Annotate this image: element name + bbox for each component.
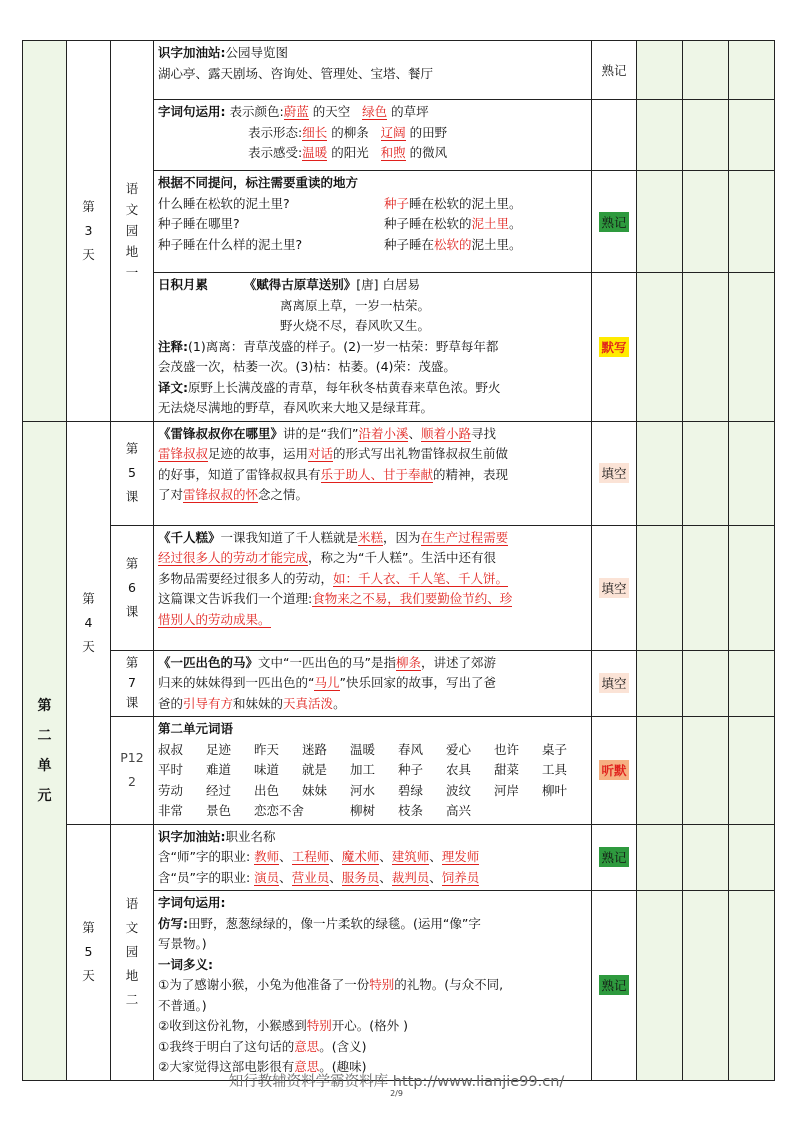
lesson5-summary: 《雷锋叔叔你在哪里》讲的是“我们”沿着小溪、顺着小路寻找 雷锋叔叔足迹的故事，运用对话的形式写出礼物雷锋叔叔生前做 的好事，知道了雷锋叔叔具有乐于助人、甘于奉献的精神，表现 了对雷锋叔叔的怀念之情。 — [154, 421, 592, 525]
action-cell — [592, 717, 637, 825]
action-tag: 填空 — [599, 673, 628, 693]
check-cell[interactable] — [637, 100, 683, 171]
action-cell — [592, 273, 637, 422]
check-cell[interactable] — [683, 273, 729, 422]
unit2-vocabulary: 第二单元词语 叔叔 足迹 昨天 迷路 温暖 春风 爱心 也许 桌子 平时 难道 味道 就是 加工 种子 农具 甜菜 工具 劳动 经过 出色 妹妹 河水 碧绿 波纹 河岸 柳叶 非常 景色 恋恋不舍 柳树 枝条 高兴 — [154, 717, 592, 825]
page-number: 2/9 — [390, 1089, 403, 1098]
action-tag: 默写 — [599, 337, 628, 357]
lesson-label-p122: P12 2 — [111, 717, 154, 825]
day-label-3: 第 3 天 — [67, 41, 111, 422]
vocab-row: 劳动 经过 出色 妹妹 河水 碧绿 波纹 河岸 柳叶 — [158, 782, 568, 798]
check-cell[interactable] — [637, 717, 683, 825]
vocab-row: 叔叔 足迹 昨天 迷路 温暖 春风 爱心 也许 桌子 — [158, 741, 568, 757]
day-label-5: 第 5 天 — [67, 824, 111, 1080]
check-cell[interactable] — [683, 421, 729, 525]
check-cell[interactable] — [729, 273, 775, 422]
action-cell — [592, 824, 637, 891]
check-cell[interactable] — [729, 41, 775, 100]
unit-cell-blank — [23, 41, 67, 422]
check-cell[interactable] — [683, 891, 729, 1081]
action-cell — [592, 525, 637, 650]
action-tag: 熟记 — [599, 847, 628, 867]
daily-accumulation: 日积月累 《赋得古原草送别》[唐] 白居易 离离原上草，一岁一枯荣。 野火烧不尽，春风吹又生。 注释:(1)离离：青草茂盛的样子。(2)一岁一枯荣：野草每年都 会茂盛一次，枯萎一次。(3)枯：枯萎。(4)荣：茂盛。 译文:原野上长满茂盛的青草，每年秋冬枯黄春来草色浓。野火 无法烧尽满地的野草，春风吹来大地又是绿茸茸。 — [154, 273, 592, 422]
check-cell[interactable] — [683, 41, 729, 100]
check-cell[interactable] — [637, 891, 683, 1081]
stress-reading: 根据不同提问，标注需要重读的地方 什么睡在松软的泥土里? 种子睡在松软的泥土里。 种子睡在哪里? 种子睡在松软的泥土里。 种子睡在什么样的泥土里? 种子睡在松软的泥土里。 — [154, 171, 592, 273]
lesson-label-garden1: 语 文 园 地 一 — [111, 41, 154, 422]
check-cell[interactable] — [637, 421, 683, 525]
action-tag: 填空 — [599, 463, 628, 483]
vocab-row: 非常 景色 恋恋不舍 柳树 枝条 高兴 — [158, 803, 472, 818]
check-cell[interactable] — [729, 171, 775, 273]
action-cell — [592, 650, 637, 717]
check-cell[interactable] — [729, 891, 775, 1081]
check-cell[interactable] — [683, 525, 729, 650]
check-cell[interactable] — [729, 824, 775, 891]
action-cell — [592, 421, 637, 525]
lesson6-summary: 《千人糕》一课我知道了千人糕就是米糕，因为在生产过程需要 经过很多人的劳动才能完成，称之为“千人糕”。生活中还有很 多物品需要经过很多人的劳动，如：千人衣、千人笔、千人饼。 这篇课文告诉我们一个道理:食物来之不易，我们要勤俭节约、珍 惜别人的劳动成果。 — [154, 525, 592, 650]
action-cell — [592, 100, 637, 171]
action-tag: 填空 — [599, 578, 628, 598]
action-tag: 熟记 — [601, 63, 627, 78]
check-cell[interactable] — [683, 650, 729, 717]
lesson7-summary: 《一匹出色的马》文中“一匹出色的马”是指柳条，讲述了郊游 归来的妹妹得到一匹出色的“马儿”快乐回家的故事，写出了爸 爸的引导有方和妹妹的天真活泼。 — [154, 650, 592, 717]
action-cell — [592, 891, 637, 1081]
action-tag: 熟记 — [599, 212, 628, 232]
unit-label-2: 第 二 单 元 — [23, 421, 67, 1080]
action-tag: 熟记 — [599, 975, 628, 995]
study-plan-table — [22, 40, 775, 1081]
check-cell[interactable] — [637, 650, 683, 717]
action-tag: 听默 — [599, 760, 628, 780]
lesson-label-garden2: 语 文 园 地 二 — [111, 824, 154, 1080]
lesson-label-5: 第 5 课 — [111, 421, 154, 525]
check-cell[interactable] — [637, 824, 683, 891]
check-cell[interactable] — [637, 41, 683, 100]
check-cell[interactable] — [729, 717, 775, 825]
footer-watermark: 知行教辅资料学霸资料库 http://www.lianjie99.cn/ — [228, 1074, 565, 1090]
check-cell[interactable] — [637, 525, 683, 650]
check-cell[interactable] — [729, 421, 775, 525]
check-cell[interactable] — [729, 525, 775, 650]
action-cell — [592, 41, 637, 100]
check-cell[interactable] — [683, 824, 729, 891]
check-cell[interactable] — [637, 171, 683, 273]
check-cell[interactable] — [683, 100, 729, 171]
check-cell[interactable] — [683, 717, 729, 825]
literacy-station-1: 识字加油站:公园导览图 湖心亭、露天剧场、咨询处、管理处、宝塔、餐厅 — [154, 41, 592, 100]
vocab-row: 平时 难道 味道 就是 加工 种子 农具 甜菜 工具 — [158, 762, 568, 777]
day-label-4: 第 4 天 — [67, 421, 111, 824]
check-cell[interactable] — [729, 100, 775, 171]
lesson-label-7: 第 7 课 — [111, 650, 154, 717]
check-cell[interactable] — [729, 650, 775, 717]
word-usage-1: 字词句运用: 表示颜色:蔚蓝 的天空 绿色 的草坪 表示形态:细长 的柳条 辽阔 的田野 表示感受:温暖 的阳光 和煦 的微风 — [154, 100, 592, 171]
check-cell[interactable] — [683, 171, 729, 273]
lesson-label-6: 第 6 课 — [111, 525, 154, 650]
word-usage-2: 字词句运用: 仿写:田野，葱葱绿绿的，像一片柔软的绿毯。(运用“像”字 写景物。) 一词多义: ①为了感谢小猴，小兔为他准备了一份特别的礼物。(与众不同, 不普通。) ②收到这份礼物，小猴感到特别开心。(格外 ) ①我终于明白了这句话的意思。(含义) ②大家觉得这部电影很有意思。(趣味) — [154, 891, 592, 1081]
action-cell — [592, 171, 637, 273]
check-cell[interactable] — [637, 273, 683, 422]
literacy-station-2: 识字加油站:职业名称 含“师”字的职业: 教师、工程师、魔术师、建筑师、理发师 含“员”字的职业: 演员、营业员、服务员、裁判员、饲养员 — [154, 824, 592, 891]
